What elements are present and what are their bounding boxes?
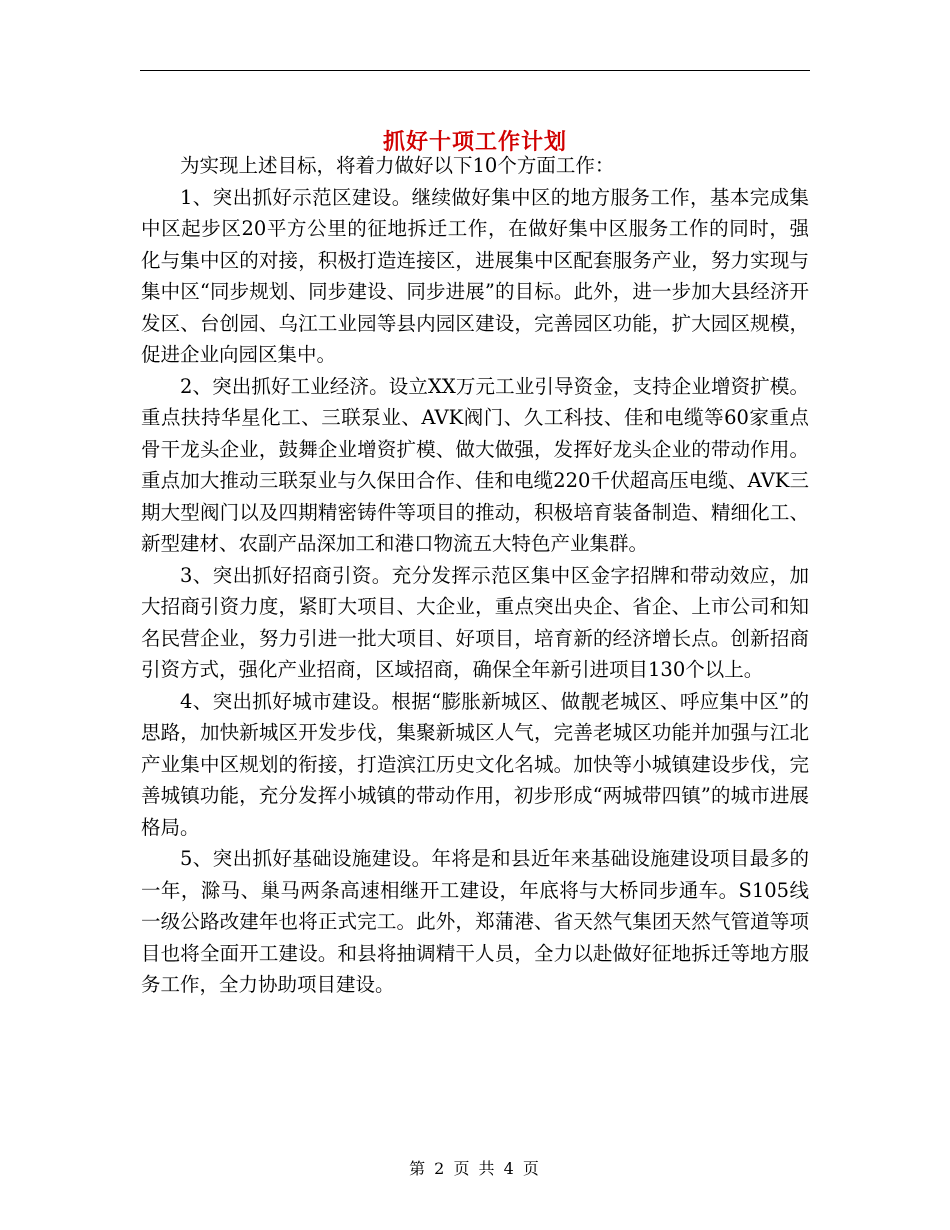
paragraph-item-2: 2、突出抓好工业经济。设立XX万元工业引导资金，支持企业增资扩模。重点扶持华星化工、三联泵业、AVK阀门、久工科技、佳和电缆等60家重点骨干龙头企业，鼓舞企业增资扩模、做大做强，发挥好龙头企业的带动作用。重点加大推动三联泵业与久保田合作、佳和电缆220千伏超高压电缆、AVK三期大型阀门以及四期精密铸件等项目的推动，积极培育装备制造、精细化工、新型建材、农副产品深加工和港口物流五大特色产业集群。: [141, 374, 809, 555]
paragraph-item-1: 1、突出抓好示范区建设。继续做好集中区的地方服务工作，基本完成集中区起步区20平方公里的征地拆迁工作，在做好集中区服务工作的同时，强化与集中区的对接，积极打造连接区，进展集中区配套服务产业，努力实现与集中区“同步规划、同步建设、同步进展”的目标。此外，进一步加大县经济开发区、台创园、乌江工业园等县内园区建设，完善园区功能，扩大园区规模，促进企业向园区集中。: [141, 185, 809, 366]
paragraph-item-5: 5、突出抓好基础设施建设。年将是和县近年来基础设施建设项目最多的一年，滁马、巢马两条高速相继开工建设，年底将与大桥同步通车。S105线一级公路改建年也将正式完工。此外，郑蒲港、省天然气集团天然气管道等项目也将全面开工建设。和县将抽调精干人员，全力以赴做好征地拆迁等地方服务工作，全力协助项目建设。: [141, 847, 809, 996]
document-body: [141, 150, 809, 1001]
page-number-footer: 第 2 页 共 4 页: [409, 1159, 541, 1178]
paragraph-item-3: 3、突出抓好招商引资。充分发挥示范区集中区金字招牌和带动效应，加大招商引资力度，紧盯大项目、大企业，重点突出央企、省企、上市公司和知名民营企业，努力引进一批大项目、好项目，培育新的经济增长点。创新招商引资方式，强化产业招商，区域招商，确保全年新引进项目130个以上。: [141, 563, 809, 681]
paragraph-intro: 为实现上述目标，将着力做好以下10个方面工作：: [180, 154, 615, 177]
document-title: 抓好十项工作计划: [382, 128, 567, 155]
header-rule: [140, 70, 810, 71]
paragraph-item-4: 4、突出抓好城市建设。根据“膨胀新城区、做靓老城区、呼应集中区”的思路，加快新城区开发步伐，集聚新城区人气，完善老城区功能并加强与江北产业集中区规划的衔接，打造滨江历史文化名城。加快等小城镇建设步伐，完善城镇功能，充分发挥小城镇的带动作用，初步形成“两城带四镇”的城市进展格局。: [141, 689, 809, 839]
